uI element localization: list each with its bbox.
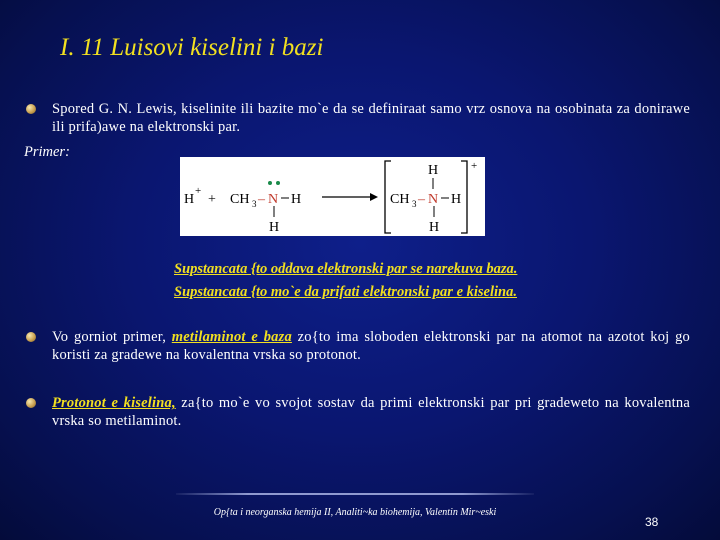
proton-symbol: H bbox=[184, 192, 195, 207]
product-methyl: CH bbox=[390, 192, 410, 207]
product-hydrogen-right: H bbox=[451, 192, 462, 207]
product-hydrogen-top: H bbox=[428, 163, 439, 178]
slide-title: I. 11 Luisovi kiselini i bazi bbox=[60, 34, 324, 61]
paragraph-proton-acid bbox=[52, 394, 690, 430]
bullet-icon bbox=[26, 398, 36, 408]
bullet2-prefix: Vo gorniot primer, bbox=[52, 329, 172, 345]
hydrogen-right: H bbox=[291, 192, 302, 207]
paragraph-methylamine-base bbox=[52, 328, 690, 364]
paragraph-lewis-definition: Spored G. N. Lewis, kiselinite ili bazite mo`e da se definiraat samo vrz osnova na osobinata za donirawe ili prifa)awe na elektronski par. bbox=[52, 101, 690, 135]
proton-charge: + bbox=[195, 185, 202, 197]
plus-operator: + bbox=[208, 192, 216, 207]
definitions-block bbox=[174, 258, 517, 304]
reaction-diagram bbox=[180, 157, 485, 236]
product-hydrogen-bottom: H bbox=[429, 220, 440, 235]
bracket-right bbox=[461, 161, 467, 233]
product-bond-dash: – bbox=[418, 192, 425, 207]
lone-pair-dot-2 bbox=[276, 181, 280, 185]
page-number: 38 bbox=[645, 515, 659, 529]
methylamine-base-highlight: metilaminot e baza bbox=[171, 329, 292, 345]
nitrogen-atom: N bbox=[268, 192, 279, 207]
example-label: Primer: bbox=[24, 144, 70, 160]
reaction-arrow-head bbox=[370, 193, 378, 201]
bullet3-suffix: za{to mo`e vo svojot sostav da primi elektronski par pri gradeweto na kovalentna vrska so metilaminot. bbox=[52, 395, 690, 429]
lone-pair-dot-1 bbox=[268, 181, 272, 185]
product-charge: + bbox=[471, 160, 478, 172]
footer-divider bbox=[176, 493, 534, 495]
methyl-subscript: 3 bbox=[252, 199, 257, 209]
base-definition: Supstancata {to oddava elektronski par se narekuva baza. bbox=[174, 261, 518, 277]
bullet2-suffix: zo{to ima sloboden elektronski par na atomot na azotot koj go koristi za gradewe na kovalentna vrska so protonot. bbox=[52, 329, 690, 363]
methyl-group: CH bbox=[230, 192, 250, 207]
bullet-icon bbox=[26, 332, 36, 342]
bullet-icon bbox=[26, 104, 36, 114]
product-nitrogen: N bbox=[428, 192, 439, 207]
footer-citation: Op{ta i neorganska hemija II, Analiti~ka biohemija, Valentin Mir~eski bbox=[213, 507, 497, 518]
proton-acid-highlight: Protonot e kiselina, bbox=[52, 395, 176, 411]
product-methyl-subscript: 3 bbox=[412, 199, 417, 209]
hydrogen-bottom: H bbox=[269, 220, 280, 235]
acid-definition: Supstancata {to mo`e da prifati elektronski par e kiselina. bbox=[174, 284, 517, 300]
bond-dash: – bbox=[258, 192, 265, 207]
reaction-svg bbox=[180, 157, 485, 236]
